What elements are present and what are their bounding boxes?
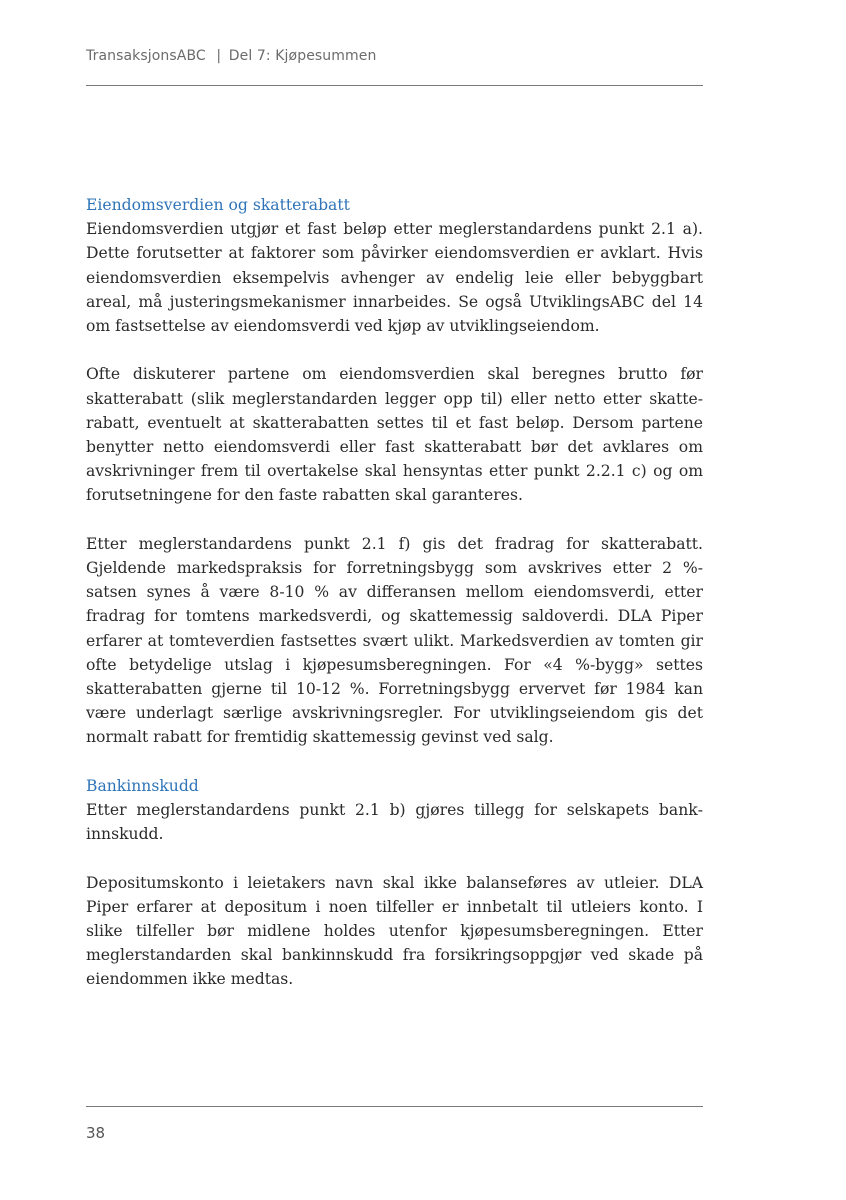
body-paragraph: Etter meglerstandardens punkt 2.1 b) gjøres tillegg for selskapets bankinnskudd. (86, 801, 703, 844)
section-heading: Eiendomsverdien og skatterabatt (86, 196, 350, 214)
page-number: 38 (86, 1124, 106, 1142)
body-paragraph: Eiendomsverdien utgjør et fast beløp etter meglerstandardens punkt 2.1 a). Dette forutsetter at faktorer som påvirker eiendomsverdien er avklart. Hvis eiendomsverdien eksempelvis avhenger av endelig leie eller bebyggbart areal, må justeringsmekanismer innarbeides. Se også UtviklingsABC del 14 om fastsettelse av eiendomsverdi ved kjøp av utviklingseiendom. (86, 220, 703, 336)
body-paragraph: Ofte diskuterer partene om eiendomsverdien skal beregnes brutto før skatterabatt (slik meglerstandarden legger opp til) eller netto etter skatterabatt, eventuelt at skatterabatten settes til et fast beløp. Dersom partene benytter netto eiendomsverdi eller fast skatterabatt bør det avklares om avskrivninger frem til overtakelse skal hensyntas etter punkt 2.2.1 c) og om forutsetningene for den faste rabatten skal garanteres. (86, 365, 703, 505)
running-header (86, 48, 703, 64)
section-title: Del 7: Kjøpesummen (228, 48, 377, 64)
section-bankinnskudd (86, 774, 703, 992)
body-paragraph: Depositumskonto i leietakers navn skal ikke balanseføres av utleier. DLA Piper erfarer at depositum i noen tilfeller er innbetalt til utleiers konto. I slike tilfeller bør midlene holdes utenfor kjøpesumsberegningen. Etter meglerstandarden skal bankinnskudd fra forsikringsoppgjør ved skade på eiendommen ikke medtas. (86, 873, 703, 989)
header-separator: | (216, 48, 222, 64)
publication-title: TransaksjonsABC (86, 48, 206, 64)
section-heading: Bankinnskudd (86, 776, 199, 795)
footer-rule (86, 1106, 703, 1107)
body-paragraph: Etter meglerstandardens punkt 2.1 f) gis det fradrag for skatterabatt. Gjeldende markedspraksis for forretningsbygg som avskrives etter 2 %-satsen synes å være 8-10 % av differansen mellom eiendomsverdi, etter fradrag for tomtens markedsverdi, og skattemessig saldoverdi. DLA Piper erfarer at tomteverdien fastsettes svært ulikt. Markedsverdien av tomten gir ofte betydelige utslag i kjøpesumsberegningen. For «4 %-bygg» settes skatterabatten gjerne til 10-12 %. Forretningsbygg ervervet før 1984 kan være underlagt særlige avskrivningsregler. For utviklingseiendom gis det normalt rabatt for fremtidig skattemessig gevinst ved salg. (86, 534, 703, 747)
page-body (86, 193, 703, 1016)
header-rule (86, 85, 703, 86)
section-eiendomsverdien (86, 193, 703, 750)
